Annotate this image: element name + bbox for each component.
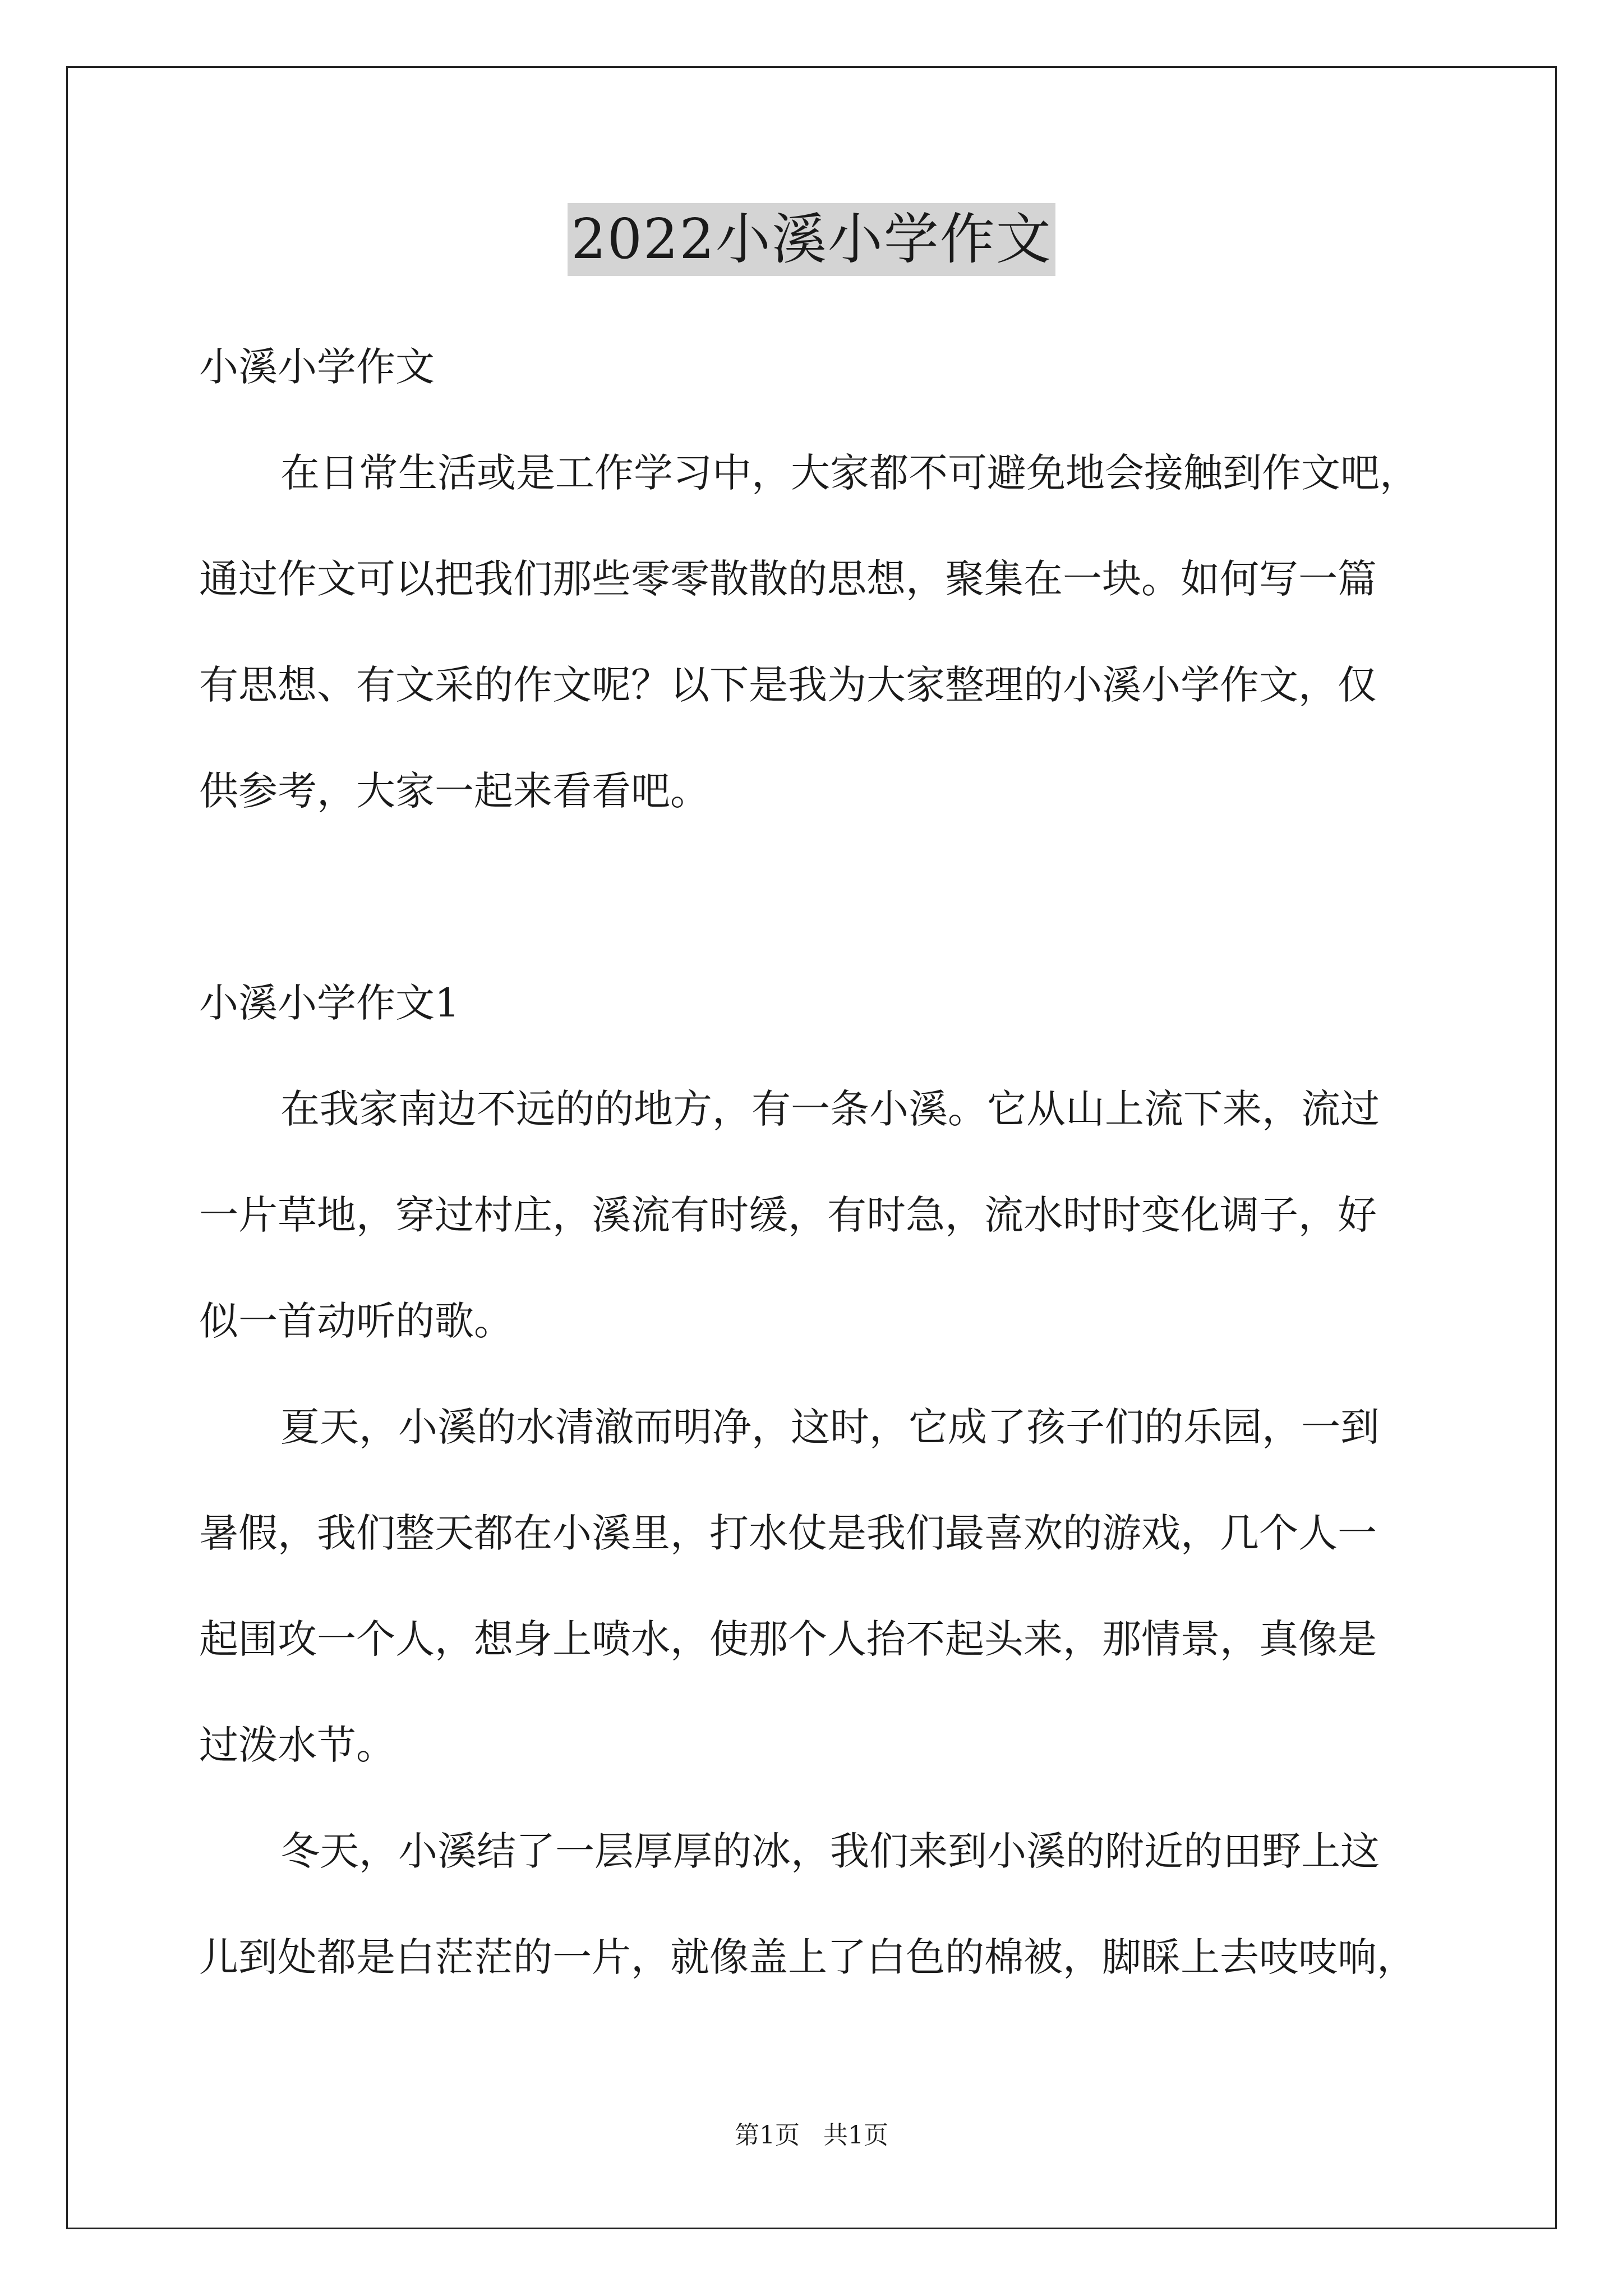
- paragraph-line: 儿到处都是白茫茫的一片，就像盖上了白色的棉被，脚睬上去吱吱响，: [199, 1934, 1416, 1980]
- paragraph-gap: [199, 844, 1433, 950]
- document-title: 2022小溪小学作文: [568, 203, 1055, 276]
- section-heading: 小溪小学作文: [199, 344, 435, 390]
- paragraph-line: 在我家南边不远的的地方，有一条小溪。它从山上流下来，流过: [280, 1086, 1380, 1132]
- intro-line: 有思想、有文采的作文呢？以下是我为大家整理的小溪小学作文，仅: [199, 662, 1377, 708]
- paragraph-line: 暑假，我们整天都在小溪里，打水仗是我们最喜欢的游戏，几个人一: [199, 1510, 1377, 1556]
- paragraph-line: 冬天，小溪结了一层厚厚的冰，我们来到小溪的附近的田野上这: [280, 1828, 1380, 1874]
- page-total: 共1页: [823, 2121, 888, 2150]
- paragraph-line: 一片草地，穿过村庄，溪流有时缓，有时急，流水时时变化调子，好: [199, 1192, 1377, 1238]
- intro-line: 通过作文可以把我们那些零零散散的思想，聚集在一块。如何写一篇: [199, 556, 1377, 602]
- paragraph-line: 夏天，小溪的水清澈而明净，这时，它成了孩子们的乐园，一到: [280, 1404, 1380, 1450]
- title-container: [0, 203, 1623, 276]
- document-body: [199, 314, 1433, 2010]
- page-footer: [0, 2119, 1623, 2152]
- paragraph-line: 起围攻一个人，想身上喷水，使那个人抬不起头来，那情景，真像是: [199, 1616, 1377, 1662]
- essay-heading: 小溪小学作文1: [199, 980, 460, 1026]
- paragraph-line: 过泼水节。: [199, 1722, 395, 1768]
- intro-line: 在日常生活或是工作学习中，大家都不可避免地会接触到作文吧，: [280, 450, 1419, 496]
- page-number: 第1页: [735, 2121, 800, 2150]
- intro-line: 供参考，大家一起来看看吧。: [199, 768, 709, 814]
- paragraph-line: 似一首动听的歌。: [199, 1298, 513, 1344]
